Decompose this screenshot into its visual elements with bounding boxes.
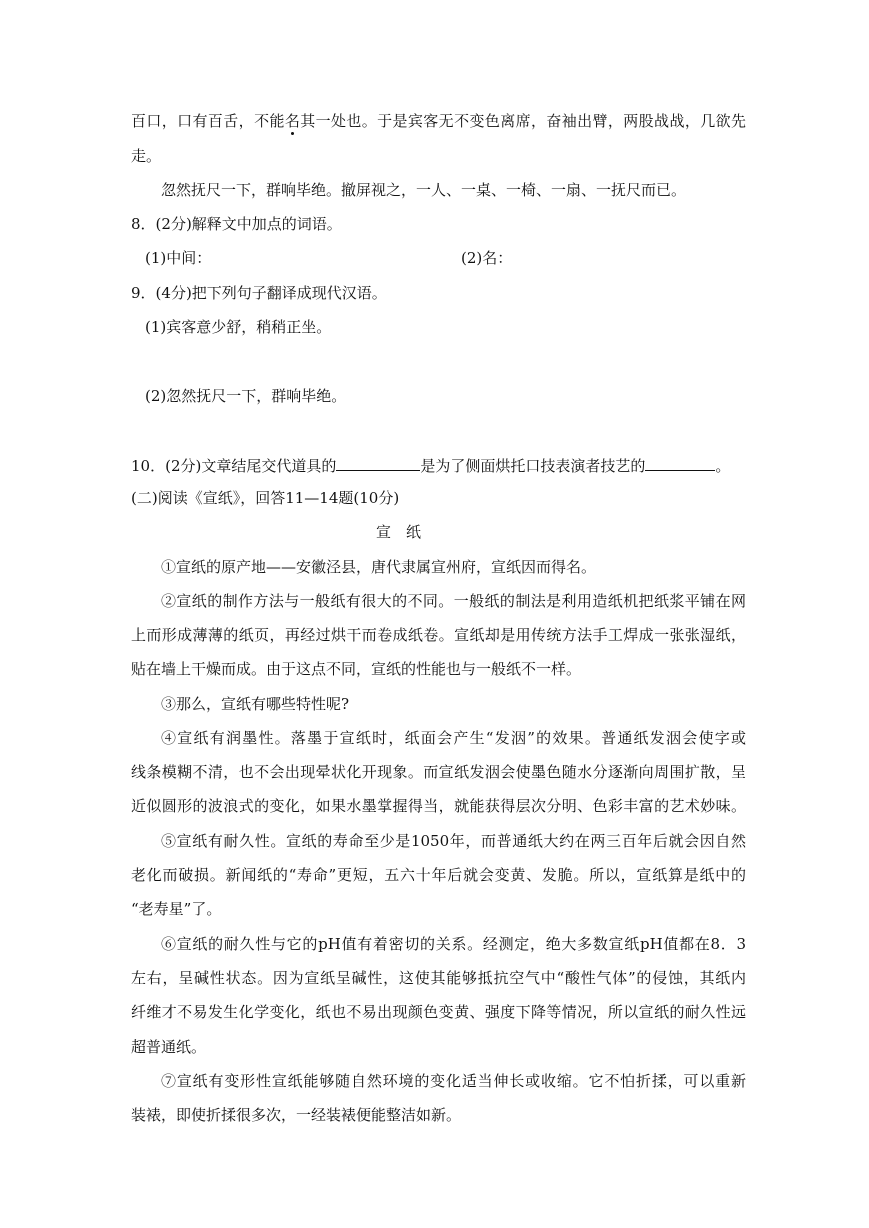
question-10-text: 10．(2分)文章结尾交代道具的 xyxy=(131,457,337,475)
passage-line-1 xyxy=(131,111,746,131)
question-10-text: 是为了侧面烘托口技表演者技艺的 xyxy=(420,457,646,475)
paragraph-2-line: ②宣纸的制作方法与一般纸有很大的不同。一般纸的制法是利用造纸机把纸浆平铺在网 xyxy=(161,592,746,610)
question-10 xyxy=(131,454,751,476)
answer-blank-2[interactable] xyxy=(645,454,715,471)
passage-text: 百口，口有百舌，不能 xyxy=(131,112,285,130)
paragraph-6-line: 超普通纸。 xyxy=(131,1038,207,1056)
section-heading: (二)阅读《宣纸》，回答11—14题(10分) xyxy=(131,489,400,507)
passage-line-2: 走。 xyxy=(131,147,162,165)
paragraph-6-line: 纤维才不易发生化学变化，纸也不易出现颜色变黄、强度下降等情况，所以宣纸的耐久性远 xyxy=(131,1003,746,1021)
paragraph-4-line: 近似圆形的波浪式的变化，如果水墨掌握得当，就能获得层次分明、色彩丰富的艺术妙味。 xyxy=(131,797,746,815)
paragraph-2-line: 上而形成薄薄的纸页，再经过烘干而卷成纸卷。宣纸却是用传统方法手工焊成一张张湿纸， xyxy=(131,626,746,644)
question-10-text: 。 xyxy=(715,457,731,475)
paragraph-1: ①宣纸的原产地——安徽泾县，唐代隶属宣州府，宣纸因而得名。 xyxy=(161,558,597,576)
question-8-item-2: (2)名： xyxy=(461,249,513,267)
paragraph-5-line: 老化而破损。新闻纸的“寿命”更短，五六十年后就会变黄、发脆。所以，宣纸算是纸中的 xyxy=(131,866,746,884)
passage-line-3: 忽然抚尺一下，群响毕绝。撤屏视之，一人、一桌、一椅、一扇、一抚尺而已。 xyxy=(161,181,687,199)
paragraph-4-line: 线条模糊不清，也不会出现晕状化开现象。而宣纸发洇会使墨色随水分逐渐向周围扩散，呈 xyxy=(131,763,746,781)
answer-blank-1[interactable] xyxy=(336,454,420,471)
passage-text: 其一处也。于是宾客无不变色离席，奋袖出臂，两股战战，几欲先 xyxy=(300,112,746,130)
paragraph-5-line: ⑤宣纸有耐久性。宣纸的寿命至少是1050年，而普通纸大约在两三百年后就会因自然 xyxy=(161,832,746,850)
paragraph-3: ③那么，宣纸有哪些特性呢? xyxy=(161,695,350,713)
question-8-stem: 8．(2分)解释文中加点的词语。 xyxy=(131,215,342,233)
question-9-item-2: (2)忽然抚尺一下，群响毕绝。 xyxy=(145,387,347,405)
article-title: 宣 纸 xyxy=(376,523,422,541)
question-9-item-1: (1)宾客意少舒，稍稍正坐。 xyxy=(145,318,332,336)
question-9-stem: 9．(4分)把下列句子翻译成现代汉语。 xyxy=(131,284,387,302)
dotted-word: 名 xyxy=(284,112,301,130)
paragraph-6-line: ⑥宣纸的耐久性与它的pH值有着密切的关系。经测定，绝大多数宣纸pH值都在8．3 xyxy=(161,935,746,953)
question-8-item-1: (1)中间： xyxy=(145,249,212,267)
paragraph-6-line: 左右，呈碱性状态。因为宣纸呈碱性，这使其能够抵抗空气中“酸性气体”的侵蚀，其纸内 xyxy=(131,969,746,987)
paragraph-7-line: 装裱，即使折揉很多次，一经装裱便能整洁如新。 xyxy=(131,1106,462,1124)
paragraph-4-line: ④宣纸有润墨性。落墨于宣纸时，纸面会产生“发洇”的效果。普通纸发洇会使字或 xyxy=(161,729,746,747)
paragraph-2-line: 贴在墙上干燥而成。由于这点不同，宣纸的性能也与一般纸不一样。 xyxy=(131,660,582,678)
paragraph-7-line: ⑦宣纸有变形性宣纸能够随自然环境的变化适当伸长或收缩。它不怕折揉，可以重新 xyxy=(161,1072,746,1090)
paragraph-5-line: “老寿星”了。 xyxy=(131,900,222,918)
